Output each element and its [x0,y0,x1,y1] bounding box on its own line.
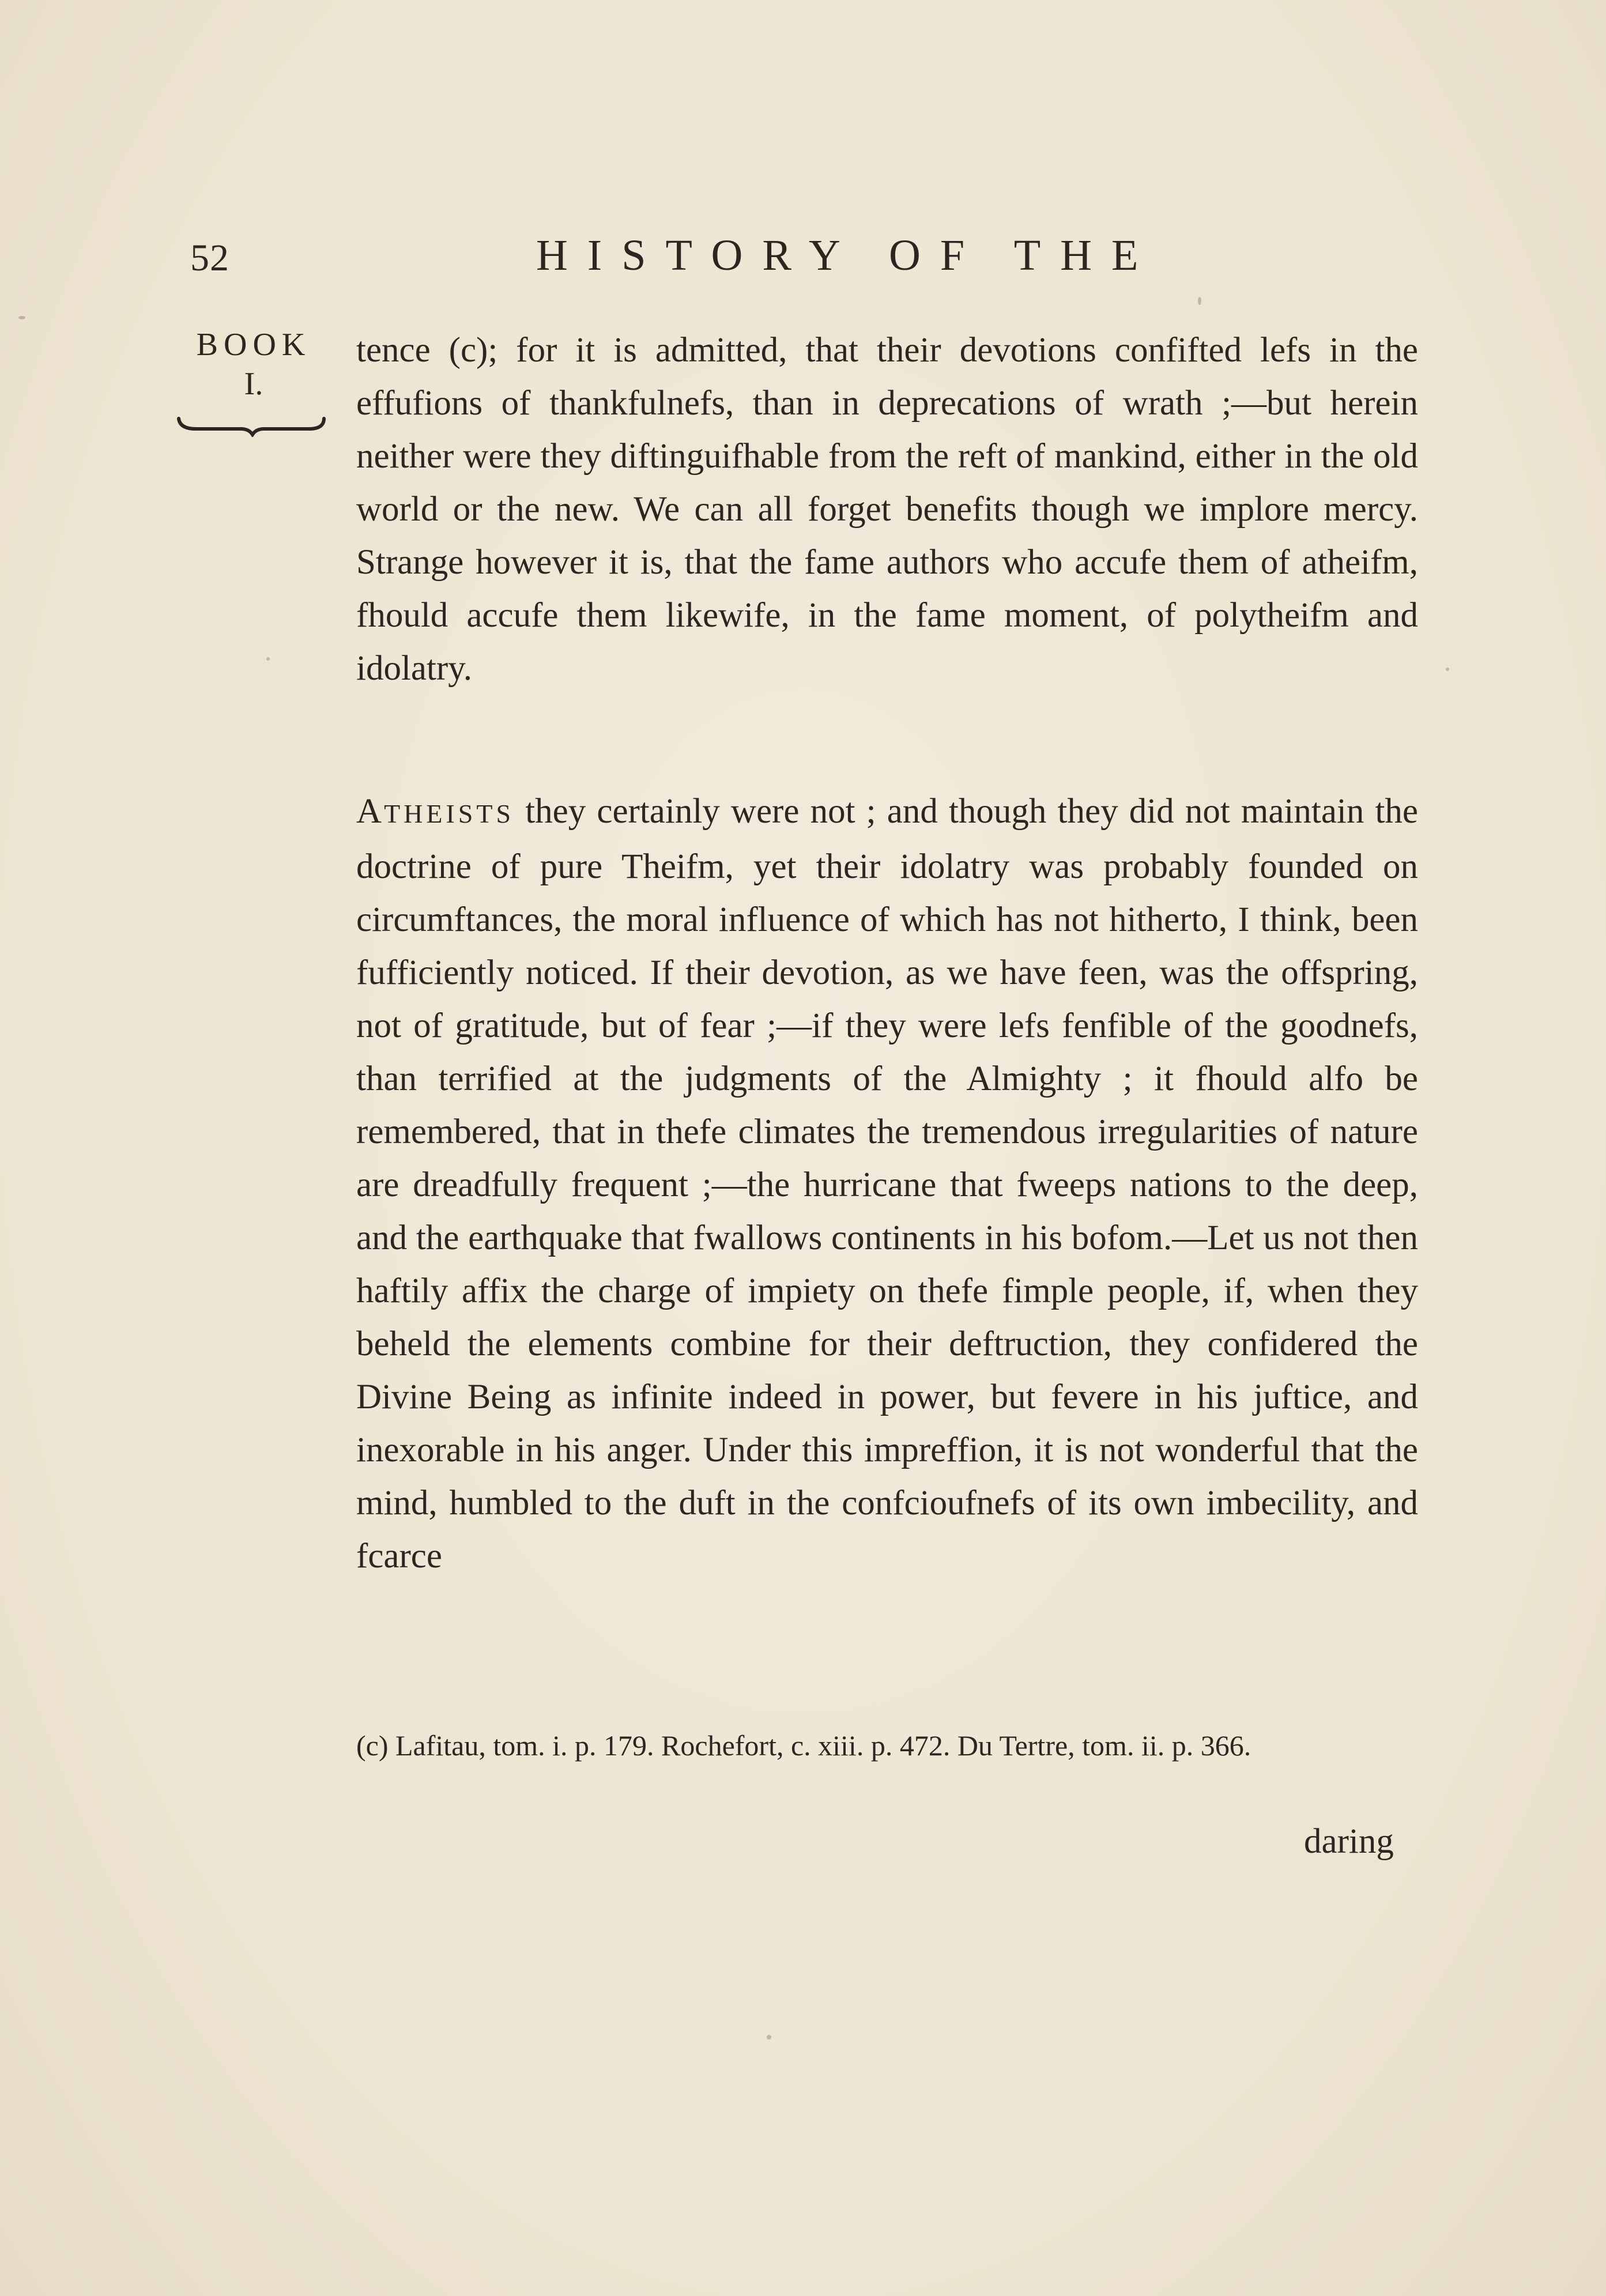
paragraph-2-block [356,785,1418,1583]
paper-speck [1446,668,1449,671]
body-paragraph-2 [356,785,1418,1583]
lead-initial: A [356,792,384,831]
paper-speck [1198,297,1201,305]
paper-speck [266,657,270,661]
margin-brace-ornament [173,414,329,437]
page-number: 52 [190,237,229,279]
lead-small-caps: THEISTS [384,799,515,828]
book-label: BOOK [196,327,311,363]
footnote: (c) Lafitau, tom. i. p. 179. Rochefort, c. xiii. p. 472. Du Tertre, tom. ii. p. 366. [356,1729,1251,1762]
margin-book-label [176,326,331,402]
paragraph-2-text: they certainly were not ; and though they did not maintain the doctrine of pure Theifm, yet their idolatry was probably founded on circumftances, the moral influence of which has not hitherto, I think, been fufficiently noticed. If their devotion, as we have feen, was the offspring, not of gratitude, but of fear ;—if they were lefs fenfible of the goodnefs, than terrified at the judgments of the Almighty ; it fhould alfo be remembered, that in thefe climates the tremendous irregularities of nature are dreadfully frequent ;—the hurricane that fweeps nations to the deep, and the earthquake that fwallows continents in his bofom.—Let us not then haftily affix the charge of impiety on thefe fimple people, if, when they beheld the elements combine for their deftruction, they confidered the Divine Being as infinite indeed in power, but fevere in his juftice, and inexorable in his anger. Under this impreffion, it is not wonderful that the mind, humbled to the duft in the confcioufnefs of its own imbecility, and fcarce [356,792,1419,1575]
catchword: daring [1304,1822,1394,1861]
paper-speck [18,316,25,319]
body-paragraph-1 [356,324,1418,695]
paragraph-1-text: tence (c); for it is admitted, that their devotions confifted lefs in the effufions of thankfulnefs, than in deprecations of wrath ;—but herein neither were they diftinguifhable from the reft of mankind, either in the old world or the new. We can all forget benefits though we implore mercy. Strange however it is, that the fame authors who accufe them of atheifm, fhould accufe them likewife, in the fame moment, of polytheifm and idolatry. [356,331,1418,688]
paragraph-2-lead [356,792,514,831]
book-number: I. [244,366,263,402]
paper-speck [767,2035,771,2039]
running-title: HISTORY OF THE [536,231,1158,280]
